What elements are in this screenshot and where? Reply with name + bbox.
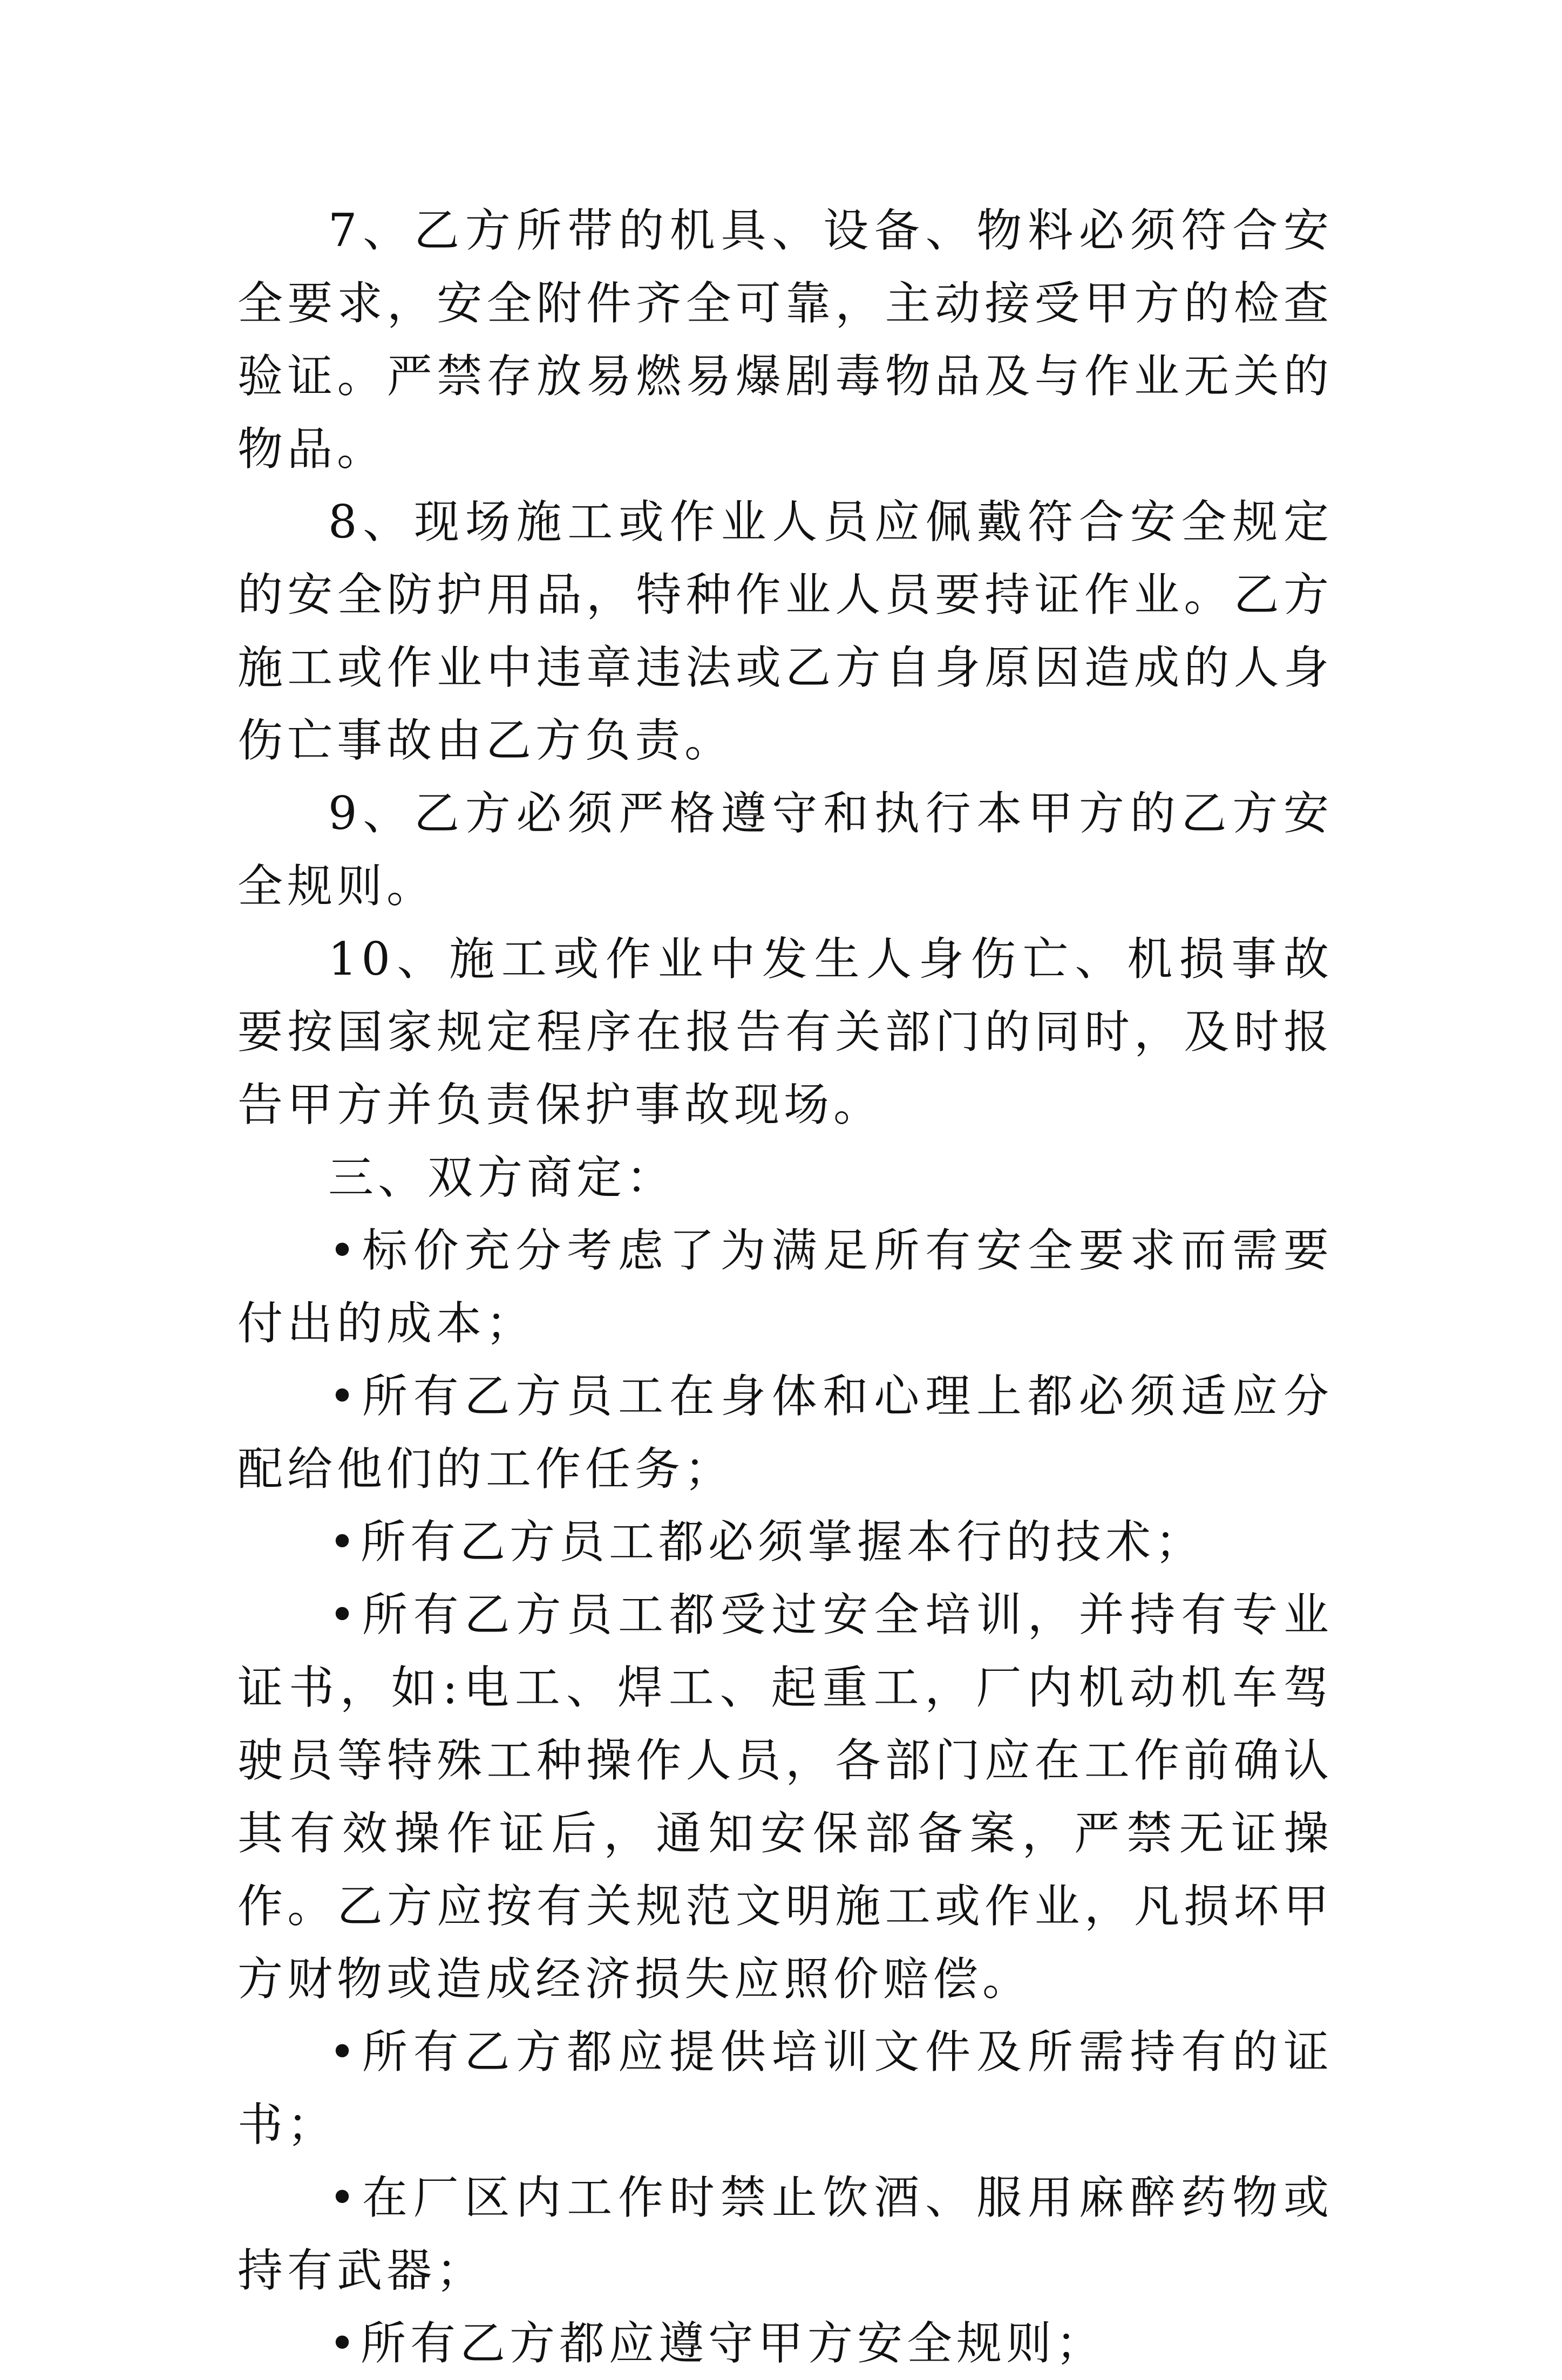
bullet-icon: • <box>329 1370 360 1423</box>
document-body <box>237 194 1333 2380</box>
clause-10: 10、施工或作业中发生人身伤亡、机损事故要按国家规定程序在报告有关部门的同时，及时报告甲方并负责保护事故现场。 <box>237 933 1333 1131</box>
agreement-item <box>237 1506 1333 1579</box>
agreement-item-text: 标价充分考虑了为满足所有安全要求而需要付出的成本； <box>237 1224 1333 1350</box>
agreement-item <box>237 2307 1333 2380</box>
agreement-item-text: 所有乙方员工都必须掌握本行的技术； <box>361 1515 1205 1568</box>
bullet-icon: • <box>329 2317 360 2370</box>
agreement-item-text: 在厂区内工作时禁止饮酒、服用麻醉药物或持有武器； <box>237 2171 1333 2297</box>
bullet-icon: • <box>329 1224 360 1277</box>
clause-9: 9、乙方必须严格遵守和执行本甲方的乙方安全规则。 <box>237 787 1333 913</box>
agreement-item <box>237 1214 1333 1360</box>
section-3-heading: 三、双方商定： <box>328 1151 676 1204</box>
agreement-item <box>237 1579 1333 2016</box>
agreement-item <box>237 2016 1333 2161</box>
bullet-icon: • <box>329 2171 360 2224</box>
bullet-icon: • <box>329 1588 360 1641</box>
bullet-icon: • <box>329 1515 360 1568</box>
agreement-item-text: 所有乙方都应提供培训文件及所需持有的证书； <box>237 2025 1333 2151</box>
agreement-item-text: 所有乙方员工在身体和心理上都必须适应分配给他们的工作任务； <box>237 1370 1333 1495</box>
agreement-item <box>237 1360 1333 1506</box>
agreement-item-text: 所有乙方都应遵守甲方安全规则； <box>361 2317 1106 2370</box>
agreement-item <box>237 2161 1333 2307</box>
agreement-item-text: 所有乙方员工都受过安全培训，并持有专业证书，如:电工、焊工、起重工，厂内机动机车驾驶员等特殊工种操作人员，各部门应在工作前确认其有效操作证后，通知安保部备案，严禁无证操作。乙方应按有关规范文明施工或作业，凡损坏甲方财物或造成经济损失应照价赔偿。 <box>237 1588 1333 2005</box>
clause-7: 7、乙方所带的机具、设备、物料必须符合安全要求，安全附件齐全可靠，主动接受甲方的检查验证。严禁存放易燃易爆剧毒物品及与作业无关的物品。 <box>237 204 1333 475</box>
bullet-icon: • <box>329 2025 360 2078</box>
clause-8: 8、现场施工或作业人员应佩戴符合安全规定的安全防护用品，特种作业人员要持证作业。乙方施工或作业中违章违法或乙方自身原因造成的人身伤亡事故由乙方负责。 <box>237 495 1333 767</box>
